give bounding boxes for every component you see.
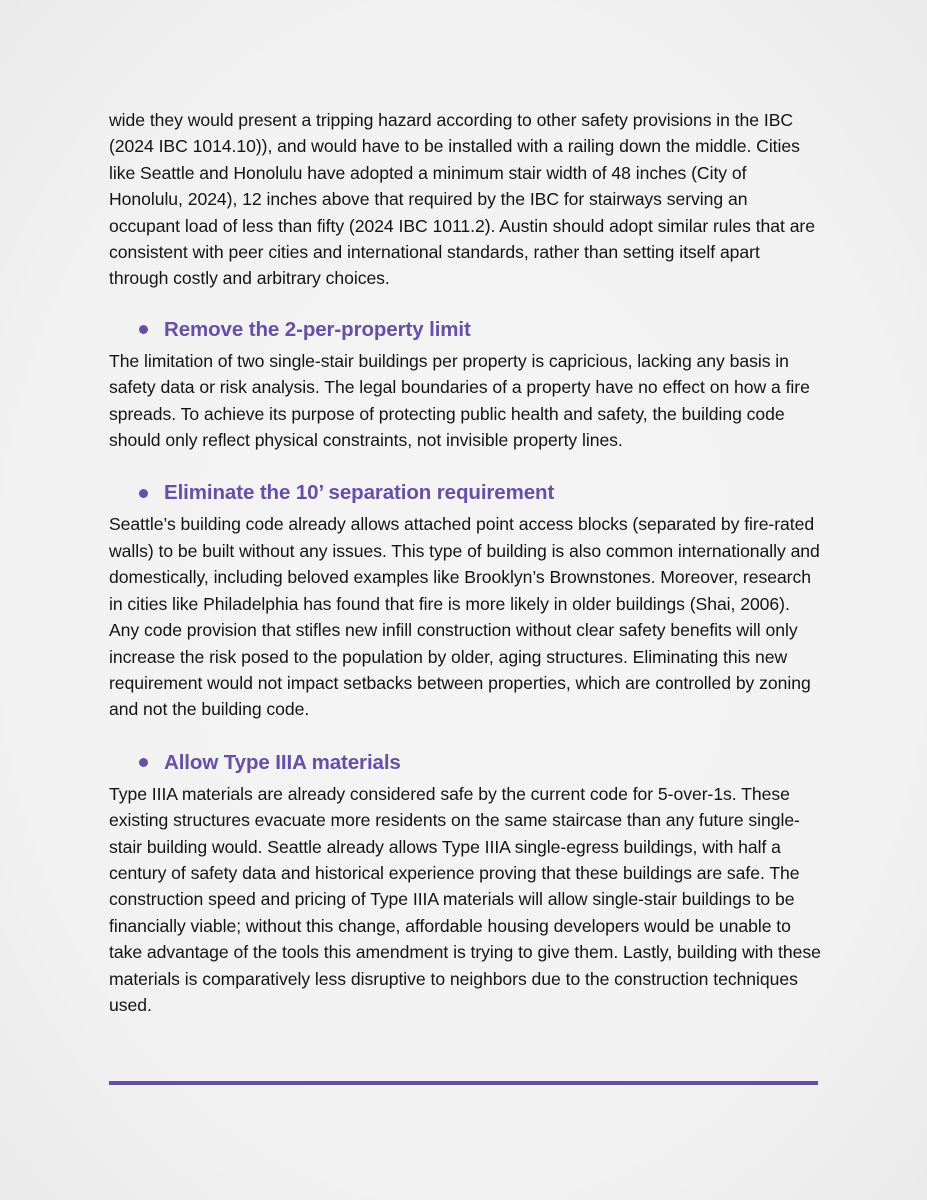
section-body-allow-type-iiia: Type IIIA materials are already considered safe by the current code for 5-over-1s. These existing structures evacuate more residents on the same staircase than any future single-stair building would. Seattle already allows Type IIIA single-egress buildings, with half a century of safety data and historical experience proving that these buildings are safe. The construction speed and pricing of Type IIIA materials will allow single-stair buildings to be financially viable; without this change, affordable housing developers would be unable to take advantage of the tools this amendment is trying to give them. Lastly, building with these materials is comparatively less disruptive to neighbors due to the construction techniques used. [109, 783, 821, 1015]
section-heading-eliminate-separation [109, 480, 821, 506]
bullet-icon [139, 758, 148, 767]
section-heading-allow-type-iiia [109, 750, 821, 776]
intro-paragraph: wide they would present a tripping hazard according to other safety provisions in the IBC (2024 IBC 1014.10)), and would have to be installed with a railing down the middle. Cities like Seattle and Honolulu have adopted a minimum stair width of 48 inches (City of Honolulu, 2024), 12 inches above that required by the IBC for stairways serving an occupant load of less than fifty (2024 IBC 1011.2). Austin should adopt similar rules that are consistent with peer cities and international standards, rather than setting itself apart through costly and arbitrary choices. [109, 110, 815, 289]
section-heading-text: Remove the 2-per-property limit [164, 317, 471, 341]
bullet-icon [139, 489, 148, 498]
section-body-eliminate-separation: Seattle’s building code already allows attached point access blocks (separated by fire-rated walls) to be built without any issues. This type of building is also common internationally and domestically, including beloved examples like Brooklyn’s Brownstones. Moreover, research in cities like Philadelphia has found that fire is more likely in older buildings (Shai, 2006). Any code provision that stifles new infill construction without clear safety benefits will only increase the risk posed to the population by older, aging structures. Eliminating this new requirement would not impact setbacks between properties, which are controlled by zoning and not the building code. [109, 514, 820, 720]
section-heading-text: Eliminate the 10’ separation requirement [164, 481, 555, 505]
section-heading-text: Allow Type IIIA materials [164, 750, 401, 774]
document-content [109, 107, 821, 1018]
section-body-remove-limit: The limitation of two single-stair buildings per property is capricious, lacking any basis in safety data or risk analysis. The legal boundaries of a property have no effect on how a fire spreads. To achieve its purpose of protecting public health and safety, the building code should only reflect physical constraints, not invisible property lines. [109, 350, 810, 451]
section-heading-remove-limit [109, 317, 821, 343]
bullet-icon [139, 325, 148, 334]
section-divider [109, 1081, 818, 1085]
